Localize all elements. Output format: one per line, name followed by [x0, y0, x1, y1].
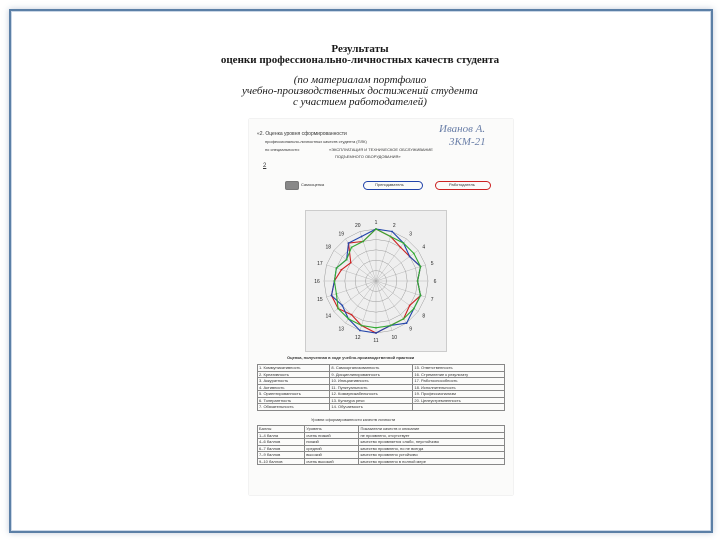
table-cell: качество проявлено в полной мере	[359, 458, 505, 465]
radar-axis-label: 6	[433, 279, 437, 285]
table-cell: качество проявлено устойчиво	[359, 452, 505, 459]
qualities-table	[257, 364, 505, 411]
radar-axis	[376, 250, 418, 281]
radar-point	[362, 241, 364, 243]
table-cell: высокий	[305, 452, 359, 459]
radar-point	[420, 266, 422, 268]
radar-axis	[376, 281, 407, 323]
radar-point	[420, 295, 422, 297]
radar-point	[350, 262, 352, 264]
radar-axis	[376, 281, 392, 330]
radar-axis-label: 14	[325, 313, 332, 320]
radar-axis-label: 18	[325, 244, 332, 251]
radar-point	[409, 305, 411, 307]
table-cell: 19. Профессионализм	[413, 391, 505, 398]
radar-point	[375, 327, 377, 329]
table-cell: качество проявлено, но не всегда	[359, 445, 505, 452]
radar-axis-label: 9	[409, 326, 413, 333]
handwritten-name: Иванов А.	[439, 123, 486, 135]
table-cell: 7. Обязательность	[258, 404, 330, 411]
doc-line-2: профессионально-личностных качеств студента (ПЛК)	[265, 139, 367, 144]
radar-axis-label: 10	[391, 335, 398, 342]
radar-svg	[306, 211, 446, 351]
note-line-1: (по материалам портфолио	[293, 74, 427, 86]
small-number: 2	[263, 163, 267, 169]
handwritten-group: 3КМ-21	[449, 136, 486, 148]
radar-axis	[327, 265, 376, 281]
quality-row	[258, 404, 505, 411]
radar-axis	[376, 281, 418, 312]
table-cell: качество проявляется слабо, неустойчиво	[359, 439, 505, 446]
radar-point	[409, 256, 411, 258]
note-line-3: с участием работодателей)	[293, 96, 427, 108]
table-cell: Показатели качеств и описание	[359, 426, 505, 433]
radar-axis-label: 13	[338, 326, 345, 333]
radar-axis	[345, 281, 376, 323]
table-cell: 11. Пунктуальность	[330, 384, 413, 391]
radar-point	[417, 280, 419, 282]
radar-axis-label: 1	[374, 220, 378, 226]
radar-point	[361, 236, 363, 238]
table-cell: 15. Ответственность	[413, 365, 505, 372]
table-cell: 9–10 баллов	[258, 458, 305, 465]
qualities-table-title: Оценка, полученная в ходе учебно-производственной практики	[287, 355, 415, 360]
note-line-2: учебно-производственных достижений студента	[242, 85, 478, 97]
radar-axis	[334, 281, 376, 312]
radar-axis-label: 8	[422, 313, 426, 320]
radar-point	[375, 228, 377, 230]
legend-label-3: Работодатель	[449, 182, 475, 187]
table-cell: 8. Самоорганизованность	[330, 365, 413, 372]
table-cell: 2. Креативность	[258, 371, 330, 378]
radar-axis	[334, 250, 376, 281]
radar-point	[413, 308, 415, 310]
table-cell: 5. Ориентированность	[258, 391, 330, 398]
radar-axis-label: 2	[392, 222, 396, 229]
radar-point	[375, 332, 377, 334]
radar-axis-label: 7	[430, 297, 434, 304]
levels-table-title: Уровни сформированности качеств личности	[311, 417, 396, 422]
radar-axis-label: 20	[354, 222, 361, 229]
radar-point	[331, 295, 333, 297]
doc-line-5: ПОДЪЕМНОГО ОБОРУДОВАНИЯ»	[335, 154, 401, 159]
table-cell: 7–9 баллов	[258, 452, 305, 459]
doc-line-3: по специальности:	[265, 147, 300, 152]
legend-label-1: Самооценка	[301, 182, 325, 187]
radar-point	[390, 236, 392, 238]
radar-point	[337, 308, 339, 310]
radar-point	[348, 318, 350, 320]
table-cell: 4–6 баллов	[258, 439, 305, 446]
table-cell: 13. Культура речи	[330, 397, 413, 404]
table-cell: 3. Аккуратность	[258, 378, 330, 385]
radar-axis	[376, 239, 407, 281]
table-cell: 14. Обучаемость	[330, 404, 413, 411]
radar-axis-label: 5	[430, 260, 434, 267]
radar-axis	[376, 232, 392, 281]
radar-axis-label: 17	[317, 260, 323, 267]
radar-point	[336, 267, 338, 269]
levels-table	[257, 425, 505, 465]
radar-point	[359, 330, 361, 332]
radar-point	[390, 325, 392, 327]
table-cell: Баллы	[258, 426, 305, 433]
radar-point	[348, 242, 350, 244]
table-cell: 6. Толерантность	[258, 397, 330, 404]
radar-axis-label: 16	[314, 279, 320, 285]
radar-axis-label: 12	[354, 335, 361, 342]
table-cell: 20. Целеустремленность	[413, 397, 505, 404]
table-cell: 1. Коммуникативность	[258, 365, 330, 372]
table-cell: средний	[305, 445, 359, 452]
radar-point	[391, 231, 393, 233]
radar-point	[346, 259, 348, 261]
radar-point	[406, 322, 408, 324]
table-cell: 4. Активность	[258, 384, 330, 391]
radar-point	[413, 253, 415, 255]
legend-label-2: Преподаватель	[375, 182, 404, 187]
radar-point	[351, 246, 353, 248]
table-cell: 10. Инициативность	[330, 378, 413, 385]
table-cell: очень высокий	[305, 458, 359, 465]
scanned-document	[249, 119, 513, 495]
radar-point	[340, 269, 342, 271]
radar-axis-label: 15	[317, 297, 323, 304]
radar-chart	[305, 210, 447, 352]
level-row	[258, 458, 505, 465]
radar-point	[334, 280, 336, 282]
radar-point	[400, 246, 402, 248]
radar-point	[403, 242, 405, 244]
legend-swatch-1	[285, 181, 299, 190]
table-cell: 9. Дисциплинированность	[330, 371, 413, 378]
radar-point	[336, 293, 338, 295]
table-cell: 16. Стремление к результату	[413, 371, 505, 378]
table-cell: 17. Работоспособность	[413, 378, 505, 385]
page-title: Результаты	[331, 43, 389, 55]
radar-axis-label: 19	[338, 231, 345, 238]
radar-point	[351, 314, 353, 316]
table-cell: 1–4 балла	[258, 432, 305, 439]
doc-line-1: «2. Оценка уровня сформированности	[257, 131, 347, 137]
radar-axis	[360, 232, 376, 281]
radar-point	[341, 305, 343, 307]
table-cell: 18. Исполнительность	[413, 384, 505, 391]
radar-axis-label: 4	[422, 244, 426, 251]
doc-line-4: «ЭКСПЛУАТАЦИЯ И ТЕХНИЧЕСКОЕ ОБСЛУЖИВАНИЕ	[329, 147, 433, 152]
table-cell: не проявлено, отсутствует	[359, 432, 505, 439]
radar-axis-label: 11	[373, 338, 379, 344]
table-cell: очень низкий	[305, 432, 359, 439]
page-subtitle: оценки профессионально-личностных качеств студента	[220, 54, 500, 66]
table-cell: Уровень	[305, 426, 359, 433]
radar-axis-label: 3	[409, 231, 413, 238]
table-cell: низкий	[305, 439, 359, 446]
radar-axis	[360, 281, 376, 330]
table-cell: 12. Коммуникабельность	[330, 391, 413, 398]
table-cell: 6–7 баллов	[258, 445, 305, 452]
radar-point	[361, 325, 363, 327]
radar-point	[403, 318, 405, 320]
table-cell	[413, 404, 505, 411]
